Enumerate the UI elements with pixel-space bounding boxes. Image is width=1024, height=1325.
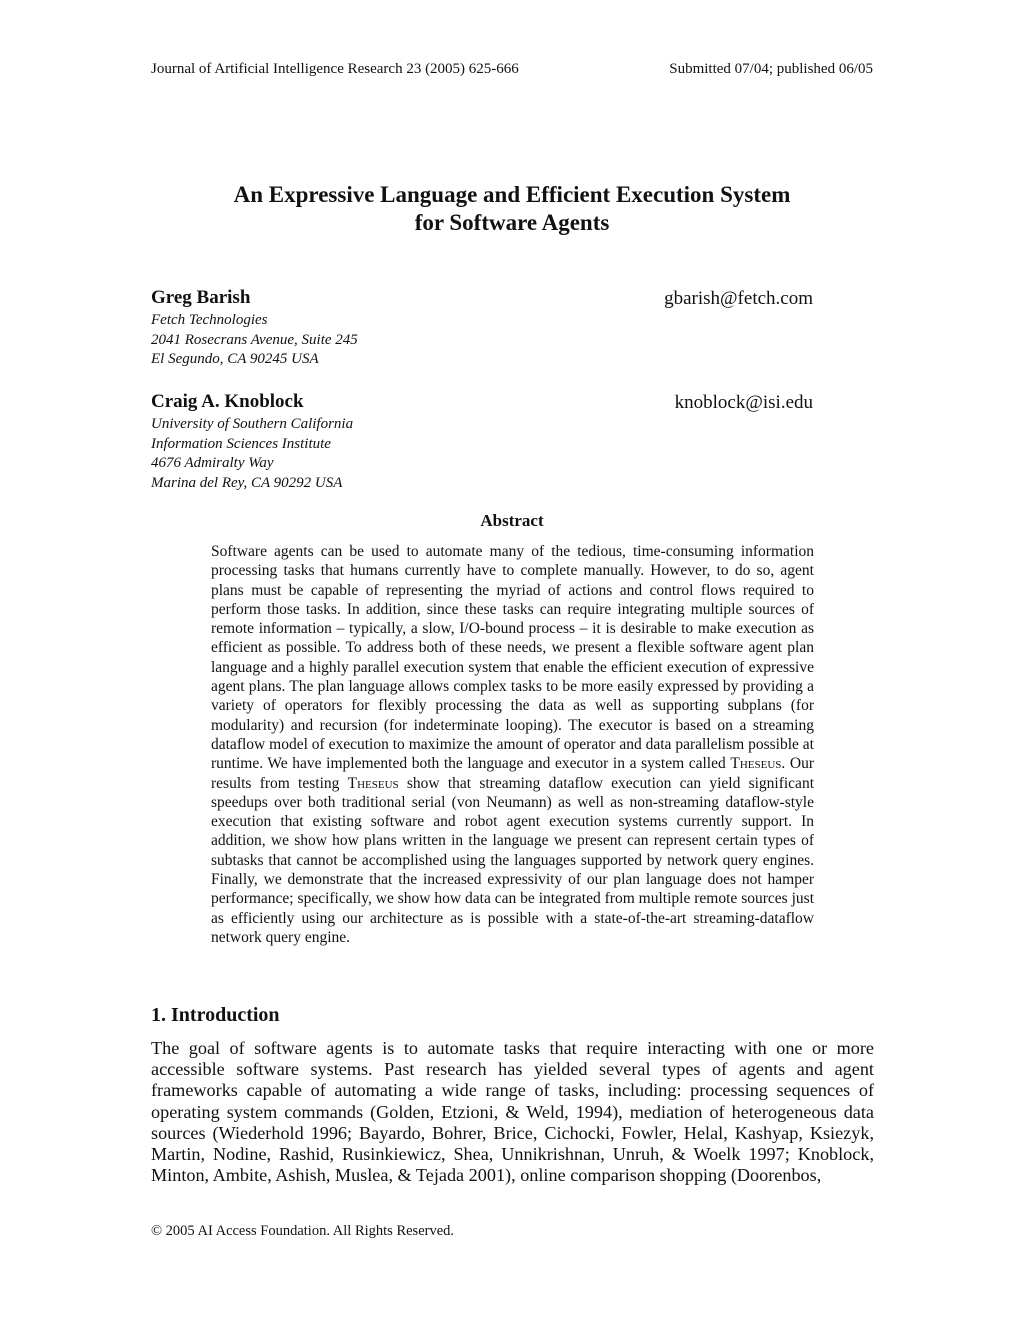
- author-email: knoblock@isi.edu: [674, 392, 813, 413]
- affiliation-line: Marina del Rey, CA 90292 USA: [151, 474, 343, 491]
- abstract-text: Software agents can be used to automate many of the tedious, time-consuming information processing tasks that humans currently have to complete manually. However, to do so, agent plans must be capable of representing the myriad of actions and control flows required to perform those tasks. In addition, since these tasks can require integrating multiple sources of remote information – typically, a slow, I/O-bound process – it is desirable to make execution as efficient as possible. To address both of these needs, we present a flexible software agent plan language and a highly parallel execution system that enable the efficient execution of expressive agent plans. The plan language allows complex tasks to be more easily expressed by providing a variety of operators for flexibly processing the data as well as supporting subplans (for modularity) and recursion (for indeterminate looping). The executor is based on a streaming dataflow model of execution to maximize the amount of operator and data parallelism possible at runtime. We have implemented both the language and executor in a system called: [211, 543, 814, 773]
- author-name: Craig A. Knoblock: [151, 391, 304, 412]
- paper-title: [0, 181, 1024, 237]
- submission-dates: Submitted 07/04; published 06/05: [669, 61, 873, 77]
- abstract-body: [211, 542, 814, 947]
- affiliation-line: Fetch Technologies: [151, 312, 268, 328]
- abstract-text: show that streaming dataflow execution can yield significant speedups over both traditional serial (von Neumann) as well as non-streaming dataflow-style execution that existing software and robot agent execution systems currently support. In addition, we show how plans written in the language we present can represent certain types of subtasks that cannot be accomplished using the languages supported by network query engines. Finally, we demonstrate that the increased expressivity of our plan language does not hamper performance; specifically, we show how data can be integrated from multiple remote sources just as efficiently using our architecture as is possible with a state-of-the-art streaming-dataflow network query engine.: [211, 774, 814, 946]
- system-name: Theseus: [347, 774, 399, 792]
- introduction-paragraph: The goal of software agents is to automate tasks that require interacting with one or more accessible software systems. Past research has yielded several types of agents and agent frameworks capable of automating a wide range of tasks, including: processing sequences of operating system commands (Golden, Etzioni, & Weld, 1994), mediation of heterogeneous data sources (Wiederhold 1996; Bayardo, Bohrer, Brice, Cichocki, Fowler, Helal, Kashyap, Ksiezyk, Martin, Nodine, Rashid, Rusinkiewicz, Shea, Unnikrishnan, Unruh, & Woelk 1997; Knoblock, Minton, Ambite, Ashish, Muslea, & Tejada 2001), online comparison shopping (Doorenbos,: [151, 1038, 874, 1186]
- affiliation-line: El Segundo, CA 90245 USA: [151, 351, 319, 367]
- copyright-footer: © 2005 AI Access Foundation. All Rights Reserved.: [151, 1223, 455, 1239]
- affiliation-line: 4676 Admiralty Way: [151, 455, 274, 471]
- title-line-2: for Software Agents: [414, 210, 610, 235]
- affiliation-line: 2041 Rosecrans Avenue, Suite 245: [151, 331, 358, 348]
- author-affiliation: [151, 415, 353, 493]
- system-name: Theseus: [730, 755, 782, 773]
- section-heading: 1. Introduction: [151, 1004, 280, 1026]
- author-name: Greg Barish: [151, 287, 251, 308]
- author-block-2: [151, 391, 353, 493]
- author-affiliation: [151, 311, 358, 370]
- title-line-1: An Expressive Language and Efficient Execution System: [233, 182, 791, 207]
- author-email: gbarish@fetch.com: [664, 288, 813, 309]
- affiliation-line: University of Southern California: [151, 416, 354, 432]
- affiliation-line: Information Sciences Institute: [151, 435, 331, 452]
- author-block-1: [151, 287, 358, 370]
- abstract-heading: Abstract: [480, 511, 544, 530]
- journal-header: Journal of Artificial Intelligence Research 23 (2005) 625-666: [151, 61, 519, 77]
- abstract-text: . Our results from testing: [211, 755, 814, 792]
